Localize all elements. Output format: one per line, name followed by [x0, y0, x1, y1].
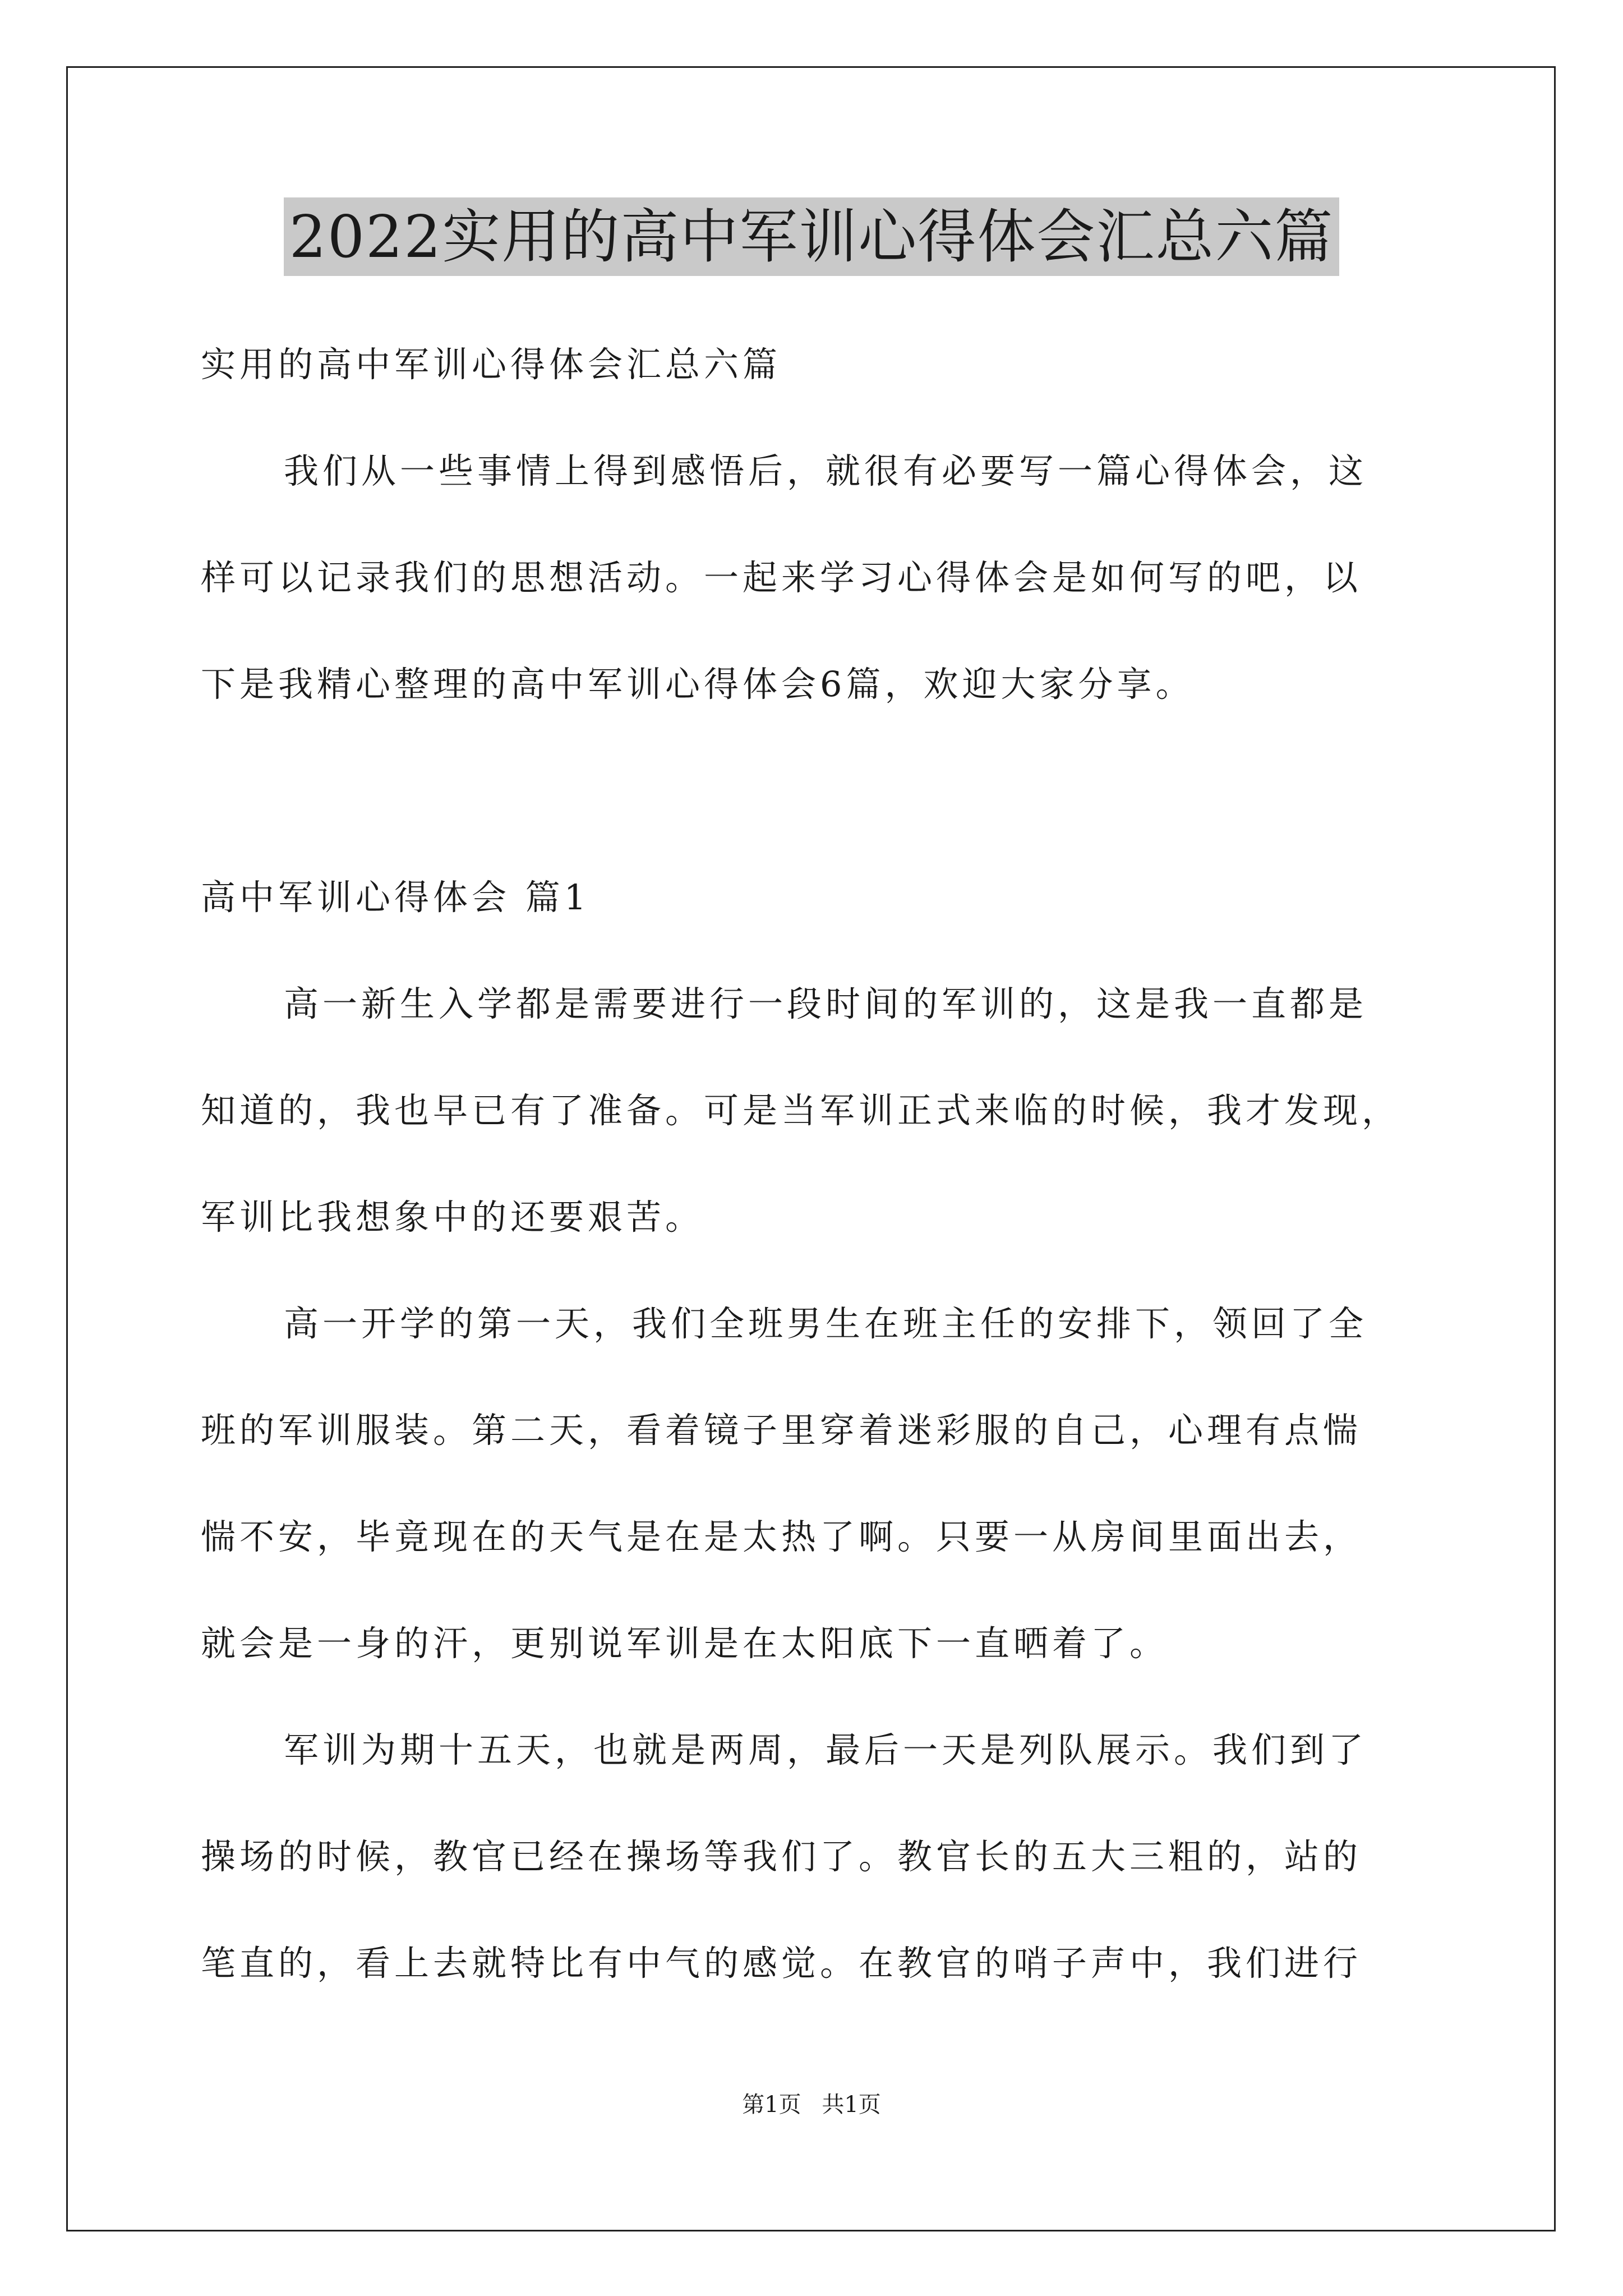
title-container — [0, 197, 1623, 276]
section-heading: 高中军训心得体会 篇1 — [201, 877, 591, 918]
page-footer — [0, 2088, 1623, 2122]
page-total: 共1页 — [822, 2092, 881, 2118]
paragraph-line: 知道的，我也早已有了准备。可是当军训正式来临的时候，我才发现， — [201, 1090, 1401, 1131]
intro-line: 下是我精心整理的高中军训心得体会6篇，欢迎大家分享。 — [201, 664, 1195, 705]
paragraph-line: 高一开学的第一天，我们全班男生在班主任的安排下，领回了全 — [284, 1303, 1368, 1344]
paragraph-line: 高一新生入学都是需要进行一段时间的军训的，这是我一直都是 — [284, 983, 1368, 1024]
intro-line: 我们从一些事情上得到感悟后，就很有必要写一篇心得体会，这 — [284, 450, 1368, 491]
paragraph-line: 班的军训服装。第二天，看着镜子里穿着迷彩服的自己，心理有点惴 — [201, 1410, 1362, 1451]
document-title: 2022实用的高中军训心得体会汇总六篇 — [284, 197, 1340, 276]
blank-line — [201, 738, 1450, 844]
paragraph-line: 军训为期十五天，也就是两周，最后一天是列队展示。我们到了 — [284, 1729, 1368, 1770]
paragraph-line: 军训比我想象中的还要艰苦。 — [201, 1197, 704, 1237]
paragraph-line: 笔直的，看上去就特比有中气的感觉。在教官的哨子声中，我们进行 — [201, 1943, 1362, 1984]
document-body — [201, 311, 1450, 2017]
document-subtitle: 实用的高中军训心得体会汇总六篇 — [201, 344, 782, 385]
paragraph-line: 操场的时候，教官已经在操场等我们了。教官长的五大三粗的，站的 — [201, 1836, 1362, 1877]
page-number: 第1页 — [742, 2092, 801, 2118]
paragraph-line: 就会是一身的汗，更别说军训是在太阳底下一直晒着了。 — [201, 1623, 1169, 1664]
intro-line: 样可以记录我们的思想活动。一起来学习心得体会是如何写的吧，以 — [201, 557, 1362, 598]
paragraph-line: 惴不安，毕竟现在的天气是在是太热了啊。只要一从房间里面出去， — [201, 1516, 1362, 1557]
